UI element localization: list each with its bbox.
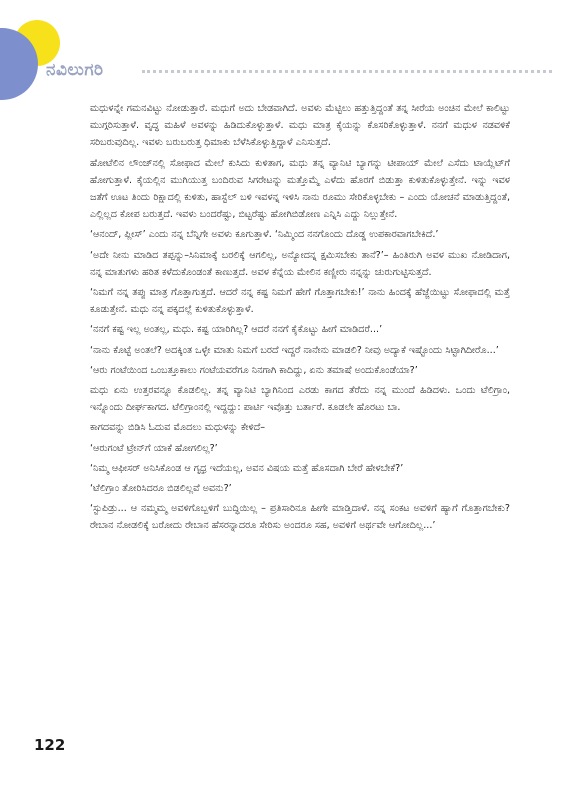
page-number: 122: [34, 736, 66, 754]
paragraph: ಮಧು ಏನು ಉತ್ತರವನ್ನೂ ಕೊಡಲಿಲ್ಲ. ತನ್ನ ವ್ಯಾನಿಟಿ ಬ್ಯಾಗಿನಿಂದ ಎರಡು ಕಾಗದ ತೆರೆದು ನನ್ನ ಮುಂದೆ ಹಿಡಿದಳು. ಒಂದು ಟೆಲಿಗ್ರಾಂ, ಇನ್ನೊಂದು ದೀರ್ಘಕಾಗದ. ಟೆಲಿಗ್ರಾಂನಲ್ಲಿ ಇದ್ದದ್ದು: ಪಾರ್ಟಿ ಇವೊತ್ತು ಬರ್ತಾರೆ. ಕೂಡಲೇ ಹೊರಟು ಬಾ.: [90, 385, 510, 414]
paragraph: ಹೋಟೆಲಿನ ಲೌಂಜ್‌ನಲ್ಲಿ ಸೋಫಾದ ಮೇಲೆ ಕುಸಿದು ಕುಳಿತಾಗ, ಮಧು ತನ್ನ ವ್ಯಾನಿಟಿ ಬ್ಯಾಗನ್ನು ಟೀಪಾಯ್ ಮೇಲೆ ಎಸೆದು ಟಾಯ್ಲೆಟ್‌ಗೆ ಹೋಗುತ್ತಾಳೆ. ಕೈಯಲ್ಲಿನ ಮುಗಿಯುತ್ತ ಬಂದಿರುವ ಸಿಗರೇಟನ್ನು ಮತ್ತೊಮ್ಮೆ ಎಳೆದು ಹೊರಗೆ ಬಿಡುತ್ತಾ ಕುಳಿತುಕೊಳ್ಳುತ್ತೇನೆ. ಇನ್ನು ಇವಳ ಜತೆಗೆ ಊಟ ತಿಂದು ರಿಕ್ಷಾದಲ್ಲಿ ಕುಳಿತು, ಹಾಸ್ಟೆಲ್ ಬಳಿ ಇವಳನ್ನ ಇಳಿಸಿ ನಾನು ರೂಮು ಸೇರಿಕೊಳ್ಳಬೇಕು – ಎಂದು ಯೋಚನೆ ಮಾಡುತ್ತಿದ್ದಂತೆ, ಎಲ್ಲಿಲ್ಲದ ಕೋಪ ಬರುತ್ತದೆ. ಇವಳು ಬಂದರೆಷ್ಟು, ಬಿಟ್ಟರೆಷ್ಟು ಹೋಗಿಬಿಡೋಣ ಎನ್ನಿಸಿ ಎದ್ದು ನಿಲ್ಲುತ್ತೇನೆ.: [90, 157, 510, 221]
header-dotted-rule: [142, 70, 552, 73]
body-text: [90, 100, 510, 538]
paragraph: ‘ಸ್ಟುಪಿಡ್ರು... ಆ ನಮ್ಮಮ್ಮ ಅವಳಿಗೊಬ್ಬಳಿಗೆ ಬುದ್ಧಿಯಿಲ್ಲ – ಪ್ರತಿಸಾರಿನೂ ಹೀಗೇ ಮಾಡ್ತಿದಾಳೆ. ನನ್ನ ಸಂಕಟ ಅವಳಿಗೆ ಹ್ಯಾಗೆ ಗೊತ್ತಾಗಬೇಕು? ರೇಬಾನ ನೋಡಲಿಕ್ಕೆ ಬರೋದು ರೇಬಾನ ಹೆಸರನ್ನಾದರೂ ಸೇರಿಸು ಅಂದರೂ ಸಹ, ಅವಳಿಗೆ ಅರ್ಥವೇ ಆಗೋದಿಲ್ಲ...’: [90, 503, 510, 532]
paragraph: ‘ನಾನು ಕೊಟ್ಟೆ ಅಂತಲೆ? ಅದಕ್ಕಿಂತ ಒಳ್ಳೇ ಮಾತು ನಿಮಗೆ ಬರದೆ ಇದ್ದರೆ ನಾನೇನು ಮಾಡಲಿ? ನೀವು ಅದ್ಯಾಕೆ ಇಷ್ಟೊಂದು ಸಿಟ್ಟಾಗಿದೀರೊ...’: [90, 344, 499, 356]
paragraph: ‘ಆನಂದ್, ಪ್ಲೀಸ್’ ಎಂದು ನನ್ನ ಬೆನ್ನಿಗೇ ಅವಳು ಕೂಗುತ್ತಾಳೆ. ‘ನಿಮ್ಮಿಂದ ನನಗೊಂದು ದೊಡ್ಡ ಉಪಕಾರವಾಗಬೇಕಿದೆ.’: [90, 229, 439, 241]
running-header-title: ನವಿಲುಗರಿ: [46, 60, 104, 80]
paragraph: ಮಧುಳನ್ನೇ ಗಮನವಿಟ್ಟು ನೋಡುತ್ತಾರೆ. ಮಧುಗೆ ಅದು ಬೇಡವಾಗಿದೆ. ಅವಳು ಮೆಟ್ಟಿಲು ಹತ್ತುತ್ತಿದ್ದಂತೆ ತನ್ನ ಸೀರೆಯ ಅಂಚಿನ ಮೇಲೆ ಕಾಲಿಟ್ಟು ಮುಗ್ಗರಿಸುತ್ತಾಳೆ. ವೃದ್ಧ ಮಹಿಳೆ ಅವಳನ್ನು ಹಿಡಿದುಕೊಳ್ಳುತ್ತಾಳೆ. ಮಧು ಮಾತ್ರ ಕೈಯನ್ನು ಕೊಸರಿಕೊಳ್ಳುತ್ತಾಳೆ. ನನಗೆ ಮಧುಳ ನಡವಳಿಕೆ ಸರಿಬರುವುದಿಲ್ಲ. ಇವಳು ಬರುಬರುತ್ತ ಧಿಮಾಕು ಬೆಳೆಸಿಕೊಳ್ಳುತ್ತಿದ್ದಾಳೆ ಎನಿಸುತ್ತದೆ.: [90, 103, 510, 149]
paragraph: ‘ಆರುಗಂಟೆ ಟ್ರೇನ್‌ಗೆ ಯಾಕೆ ಹೋಗಲಿಲ್ಲ?’: [90, 442, 218, 454]
paragraph: ‘ಅದೇ ನೀನು ಮಾಡಿದ ತಪ್ಪನ್ನು–ಸಿನಿಮಾಕ್ಕೆ ಬರಲಿಕ್ಕೆ ಆಗಲಿಲ್ಲ, ಅನ್ಯೋದನ್ನ ಕ್ಷಮಿಸಬೇಕು ತಾನೆ?’– ಹಿಂತಿರುಗಿ ಅವಳ ಮುಖ ನೋಡಿದಾಗ, ನನ್ನ ಮಾತುಗಳು ಹರಿತ ಕಳೆದುಕೊಂಡಂತೆ ಕಾಣುತ್ತದೆ. ಅವಳ ಕೆನ್ನೆಯ ಮೇಲಿನ ಕಣ್ಣೀರು ನನ್ನನ್ನು ಚುರುಗುಟ್ಟಿಸುತ್ತದೆ.: [90, 249, 510, 278]
paragraph: ಕಾಗದವನ್ನು ಬಿಡಿಸಿ ಓದುವ ಮೊದಲು ಮಧುಳನ್ನು ಕೇಳಿದೆ–: [90, 422, 266, 434]
paragraph: ‘ನನಗೆ ಕಷ್ಟ ಇಲ್ಲ ಅಂತಲ್ಲ, ಮಧು. ಕಷ್ಟ ಯಾರಿಗಿಲ್ಲ? ಆದರೆ ನನಗೆ ಕೈಕೊಟ್ಟು ಹೀಗೆ ಮಾಡಿದರೆ...’: [90, 324, 383, 336]
paragraph: ‘ಟೆಲಿಗ್ರಾಂ ತೋರಿಸಿದರೂ ಬಿಡಲಿಲ್ಲವೆ ಅವನು?’: [90, 483, 232, 495]
paragraph: ‘ನಿಮ್ಮ ಆಫೀಸರ್ ಅನಿಸಿಕೊಂಡ ಆ ಗೃಧ್ರ ಇದೆಯಲ್ಲ, ಅವನ ವಿಷಯ ಮತ್ತೆ ಹೊಸದಾಗಿ ಬೇರೆ ಹೇಳಬೇಕೆ?’: [90, 462, 404, 474]
paragraph: ‘ನಿಮಗೆ ನನ್ನ ತಪ್ಪು ಮಾತ್ರ ಗೊತ್ತಾಗುತ್ತದೆ. ಆದರೆ ನನ್ನ ಕಷ್ಟ ನಿಮಗೆ ಹೇಗೆ ಗೊತ್ತಾಗಬೇಕು!’ ನಾನು ಹಿಂದಕ್ಕೆ ಹೆಜ್ಜೆಯಿಟ್ಟು ಸೋಫಾದಲ್ಲಿ ಮತ್ತೆ ಕೂಡುತ್ತೇನೆ. ಮಧು ನನ್ನ ಪಕ್ಕದಲ್ಲೆ ಕುಳಿತುಕೊಳ್ಳುತ್ತಾಳೆ.: [90, 287, 510, 316]
paragraph: ‘ಆರು ಗಂಟೆಯಿಂದ ಒಂಬತ್ತೂಕಾಲು ಗಂಟೆಯವರೆಗೂ ನಿನಗಾಗಿ ಕಾದಿದ್ದು, ಏನು ತಮಾಷೆ ಅಂದುಕೊಂಡೆಯಾ?’: [90, 364, 418, 376]
